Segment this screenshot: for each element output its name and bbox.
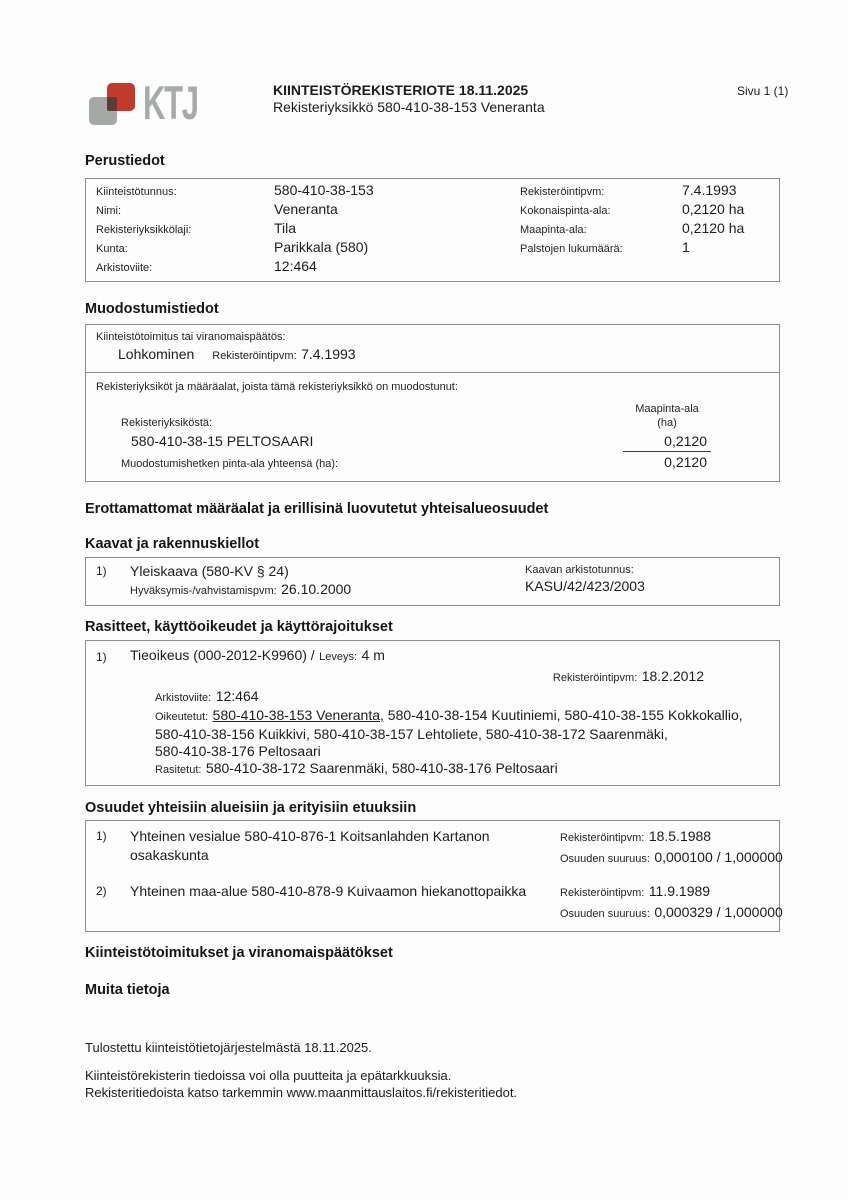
field-label: Rekisteröintipvm: bbox=[560, 832, 645, 844]
total-area-value: 0,2120 bbox=[664, 454, 707, 470]
field-value: 18.5.1988 bbox=[648, 828, 712, 844]
source-area-value: 0,2120 bbox=[623, 431, 711, 452]
field-label: Nimi: bbox=[96, 205, 122, 217]
section-heading-kaavat: Kaavat ja rakennuskiellot bbox=[85, 536, 260, 552]
toimitus-label: Kiinteistötoimitus tai viranomaispäätös: bbox=[96, 331, 286, 343]
disclaimer-line: Kiinteistörekisterin tiedoissa voi olla puutteita ja epätarkkuuksia. bbox=[85, 1068, 452, 1083]
field-label: Rasitetut: bbox=[155, 764, 202, 776]
perustiedot-row bbox=[96, 182, 779, 201]
osuus-details bbox=[560, 882, 792, 924]
field-value: 12:464 bbox=[274, 258, 317, 274]
page-number: Sivu 1 (1) bbox=[737, 84, 789, 98]
disclaimer-block bbox=[85, 1067, 780, 1101]
logo-text: KTJ bbox=[143, 76, 198, 129]
field-label: Rekisteriyksikkölaji: bbox=[96, 224, 192, 236]
field-label: Rekisteröintipvm: bbox=[552, 672, 638, 684]
rasite-arkistoviite-row bbox=[96, 688, 769, 707]
field-label: Osuuden suuruus: bbox=[560, 853, 650, 865]
kaava-item bbox=[130, 562, 525, 599]
field-value: 580-410-38-172 Saarenmäki, 580-410-38-176 Peltosaari bbox=[205, 760, 558, 776]
perustiedot-box bbox=[85, 178, 780, 282]
document-title: KIINTEISTÖREKISTERIOTE 18.11.2025 bbox=[273, 82, 529, 98]
field-value: 0,2120 ha bbox=[682, 201, 745, 217]
kaavat-box bbox=[85, 557, 780, 606]
field-label: Arkistoviite: bbox=[96, 262, 153, 274]
field-label: Kokonaispinta-ala: bbox=[520, 205, 611, 217]
area-header-row bbox=[96, 402, 769, 416]
kaava-approval-row bbox=[130, 581, 525, 599]
source-label-row bbox=[96, 416, 769, 431]
area-column-unit: (ha) bbox=[657, 417, 677, 429]
field-value: Parikkala (580) bbox=[274, 239, 369, 255]
rasite-title-row bbox=[96, 646, 769, 667]
item-number: 1) bbox=[96, 650, 107, 664]
field-value: KASU/42/423/2003 bbox=[525, 578, 645, 594]
disclaimer-line: Rekisteritiedoista katso tarkemmin www.maanmittauslaitos.fi/rekisteritiedot. bbox=[85, 1085, 518, 1100]
section-heading-osuudet: Osuudet yhteisiin alueisiin ja erityisiin etuuksiin bbox=[85, 800, 417, 816]
section-heading-perustiedot: Perustiedot bbox=[85, 153, 165, 169]
logo-overlap-icon bbox=[107, 97, 117, 111]
field-value: 26.10.2000 bbox=[281, 581, 352, 597]
oikeutetut-line: 580-410-38-156 Kuikkivi, 580-410-38-157 Lehtoliete, 580-410-38-172 Saarenmäki, bbox=[155, 726, 668, 742]
source-label: Rekisteriyksiköstä: bbox=[121, 417, 213, 429]
section-heading-muita-tietoja: Muita tietoja bbox=[85, 982, 170, 998]
ktj-logo bbox=[85, 76, 275, 132]
oikeutetut-others: 580-410-38-154 Kuutiniemi, 580-410-38-155 Kokkokallio, bbox=[383, 707, 743, 723]
osuus-name: Yhteinen maa-alue 580-410-878-9 Kuivaamon hiekanottopaikka bbox=[130, 883, 527, 899]
field-label: Kiinteistötunnus: bbox=[96, 186, 177, 198]
toimitus-row bbox=[96, 345, 769, 366]
field-value: 7.4.1993 bbox=[301, 346, 356, 362]
field-label: Maapinta-ala: bbox=[520, 224, 587, 236]
box-divider bbox=[86, 372, 779, 373]
source-unit-row bbox=[96, 431, 769, 452]
document-header bbox=[273, 82, 545, 116]
item-number: 1) bbox=[96, 829, 107, 843]
osuus-pvm-row bbox=[560, 882, 792, 903]
kaava-archive-block bbox=[525, 562, 769, 599]
field-label: Leveys: bbox=[319, 651, 358, 663]
area-column-header: Maapinta-ala bbox=[635, 403, 699, 415]
field-label: Osuuden suuruus: bbox=[560, 908, 650, 920]
document-body bbox=[85, 152, 783, 1101]
osuudet-box bbox=[85, 820, 783, 932]
field-value: 12:464 bbox=[215, 688, 259, 704]
field-value: 11.9.1989 bbox=[648, 883, 711, 899]
oikeutetut-line: 580-410-38-176 Peltosaari bbox=[155, 743, 321, 759]
field-value: Veneranta bbox=[274, 201, 338, 217]
field-value: Tila bbox=[274, 220, 297, 236]
field-value: 7.4.1993 bbox=[682, 182, 737, 198]
toimitus-name: Lohkominen bbox=[118, 346, 195, 362]
field-label: Hyväksymis-/vahvistamispvm: bbox=[130, 585, 277, 597]
field-label: Arkistoviite: bbox=[155, 692, 212, 704]
section-heading-erottamattomat: Erottamattomat määräalat ja erillisinä luovutetut yhteisalueosuudet bbox=[85, 501, 549, 517]
field-label: Rekisteröintipvm: bbox=[520, 186, 605, 198]
oikeutetut-subject-unit: 580-410-38-153 Veneranta, bbox=[212, 707, 384, 723]
field-label: Rekisteröintipvm: bbox=[212, 350, 297, 362]
field-value: 1 bbox=[682, 239, 690, 255]
field-value: 4 m bbox=[361, 647, 385, 663]
osuus-pvm-row bbox=[560, 827, 792, 848]
rasite-pvm-row bbox=[96, 667, 769, 688]
perustiedot-row bbox=[96, 201, 779, 220]
osuus-item bbox=[96, 827, 783, 869]
field-value: 18.2.2012 bbox=[641, 668, 704, 684]
muodostumistiedot-box bbox=[85, 324, 780, 482]
perustiedot-row bbox=[96, 220, 779, 239]
perustiedot-row bbox=[96, 239, 779, 258]
section-heading-muodostumistiedot: Muodostumistiedot bbox=[85, 301, 219, 317]
total-label: Muodostumishetken pinta-ala yhteensä (ha): bbox=[121, 458, 339, 470]
section-heading-toimitukset: Kiinteistötoimitukset ja viranomaispäätökset bbox=[85, 945, 393, 961]
item-number: 2) bbox=[96, 884, 107, 898]
field-label: Kunta: bbox=[96, 243, 128, 255]
osuus-item bbox=[96, 882, 783, 924]
rasitteet-box bbox=[85, 640, 780, 786]
item-number: 1) bbox=[96, 564, 107, 578]
total-row bbox=[96, 452, 769, 475]
perustiedot-row bbox=[96, 258, 779, 277]
osuus-name: Yhteinen vesialue 580-410-876-1 Koitsanlahden Kartanon osakaskunta bbox=[130, 828, 490, 863]
osuus-details bbox=[560, 827, 792, 869]
field-label: Oikeutetut: bbox=[155, 711, 209, 723]
field-value: 0,000329 / 1,000000 bbox=[654, 904, 783, 920]
field-label: Kaavan arkistotunnus: bbox=[525, 564, 634, 576]
field-label: Palstojen lukumäärä: bbox=[520, 243, 623, 255]
osuus-size-row bbox=[560, 903, 792, 924]
kaava-name: Yleiskaava (580-KV § 24) bbox=[130, 563, 289, 579]
osuus-size-row bbox=[560, 848, 792, 869]
printed-from-line: Tulostettu kiinteistötietojärjestelmästä 18.11.2025. bbox=[85, 1040, 372, 1055]
muodostunut-label: Rekisteriyksiköt ja määräalat, joista tämä rekisteriyksikkö on muodostunut: bbox=[96, 381, 458, 393]
section-heading-rasitteet: Rasitteet, käyttöoikeudet ja käyttörajoitukset bbox=[85, 619, 393, 635]
source-unit: 580-410-38-15 PELTOSAARI bbox=[131, 433, 314, 449]
field-value: 580-410-38-153 bbox=[274, 182, 374, 198]
field-value: 0,000100 / 1,000000 bbox=[654, 849, 783, 865]
rasite-rasitetut-row bbox=[96, 760, 769, 779]
rasite-oikeutetut bbox=[96, 707, 769, 760]
field-label: Rekisteröintipvm: bbox=[560, 887, 645, 899]
field-value: 0,2120 ha bbox=[682, 220, 745, 236]
document-subtitle: Rekisteriyksikkö 580-410-38-153 Veneranta bbox=[273, 99, 545, 115]
rasite-name: Tieoikeus (000-2012-K9960) / bbox=[130, 647, 315, 663]
